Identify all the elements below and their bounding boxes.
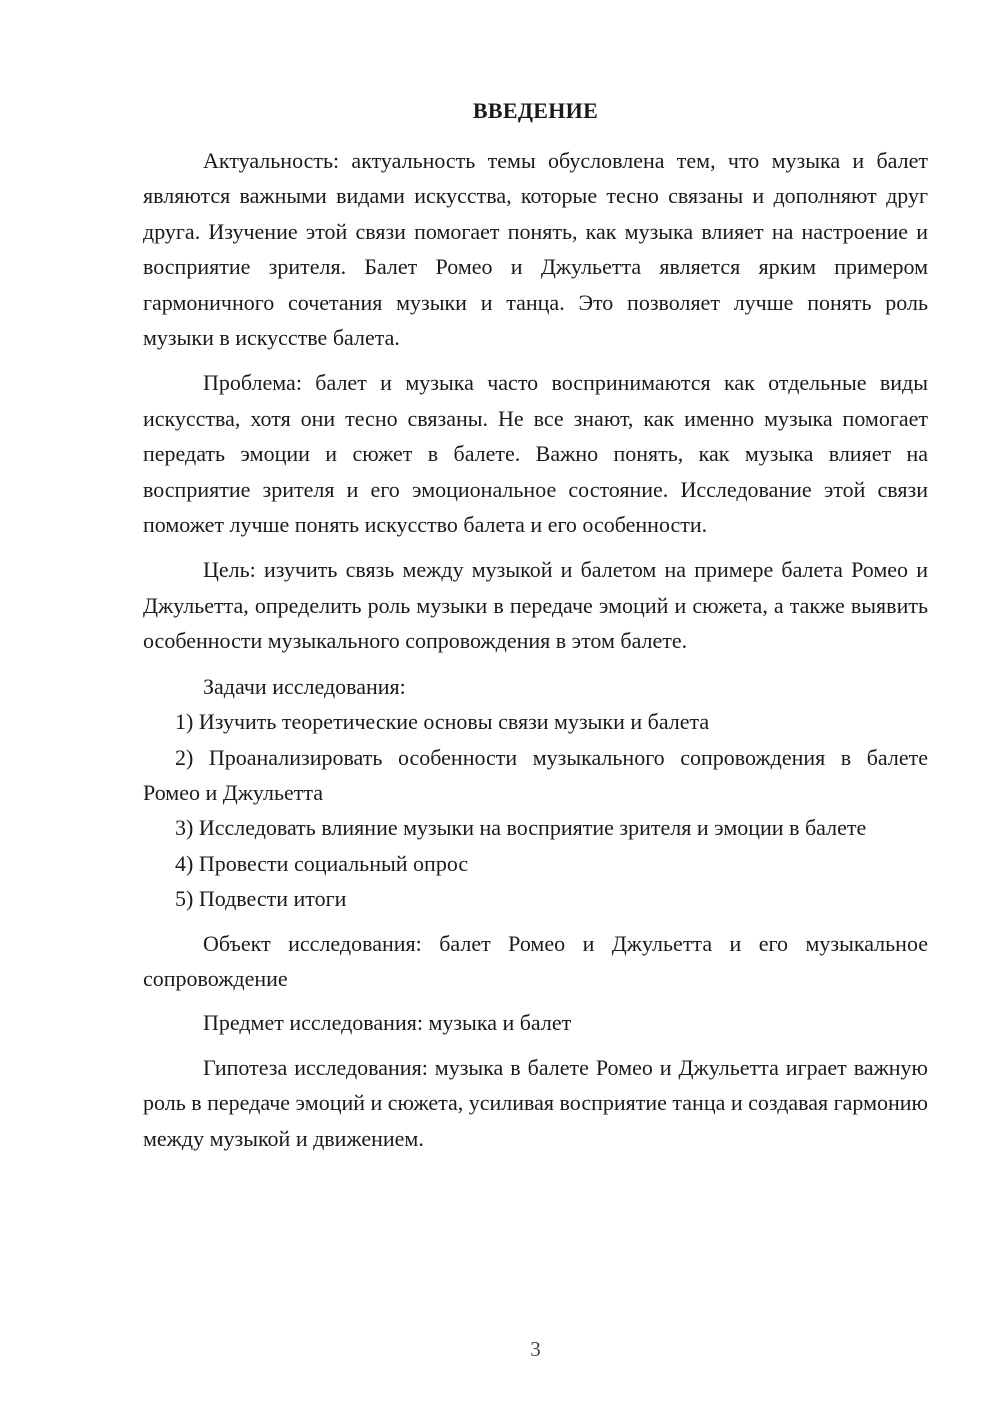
paragraph-hypothesis: Гипотеза исследования: музыка в балете Ромео и Джульетта играет важную роль в передаче эмоций и сюжета, усиливая восприятие танца и создавая гармонию между музыкой и движением. xyxy=(143,1054,928,1151)
task-item: 5) Подвести итоги xyxy=(175,886,347,912)
task-item: 4) Провести социальный опрос xyxy=(175,850,469,876)
document-body xyxy=(143,143,928,1156)
task-item: 3) Исследовать влияние музыки на восприятие зрителя и эмоции в балете xyxy=(175,815,867,841)
task-item: 2) Проанализировать особенности музыкального сопровождения в балете Ромео и Джульетта xyxy=(143,744,928,805)
paragraph-goal: Цель: изучить связь между музыкой и балетом на примере балета Ромео и Джульетта, определить роль музыки в передаче эмоций и сюжета, а также выявить особенности музыкального сопровождения в этом балете. xyxy=(143,557,928,654)
tasks-heading: Задачи исследования: xyxy=(203,673,406,699)
paragraph-subject: Предмет исследования: музыка и балет xyxy=(203,1010,572,1036)
document-page xyxy=(143,0,928,1414)
page-number: 3 xyxy=(530,1337,541,1361)
page-title: ВВЕДЕНИЕ xyxy=(472,98,599,123)
task-item: 1) Изучить теоретические основы связи музыки и балета xyxy=(175,709,710,735)
paragraph-problem: Проблема: балет и музыка часто воспринимаются как отдельные виды искусства, хотя они тесно связаны. Не все знают, как именно музыка помогает передать эмоции и сюжет в балете. Важно понять, как музыка влияет на восприятие зрителя и его эмоциональное состояние. Исследование этой связи поможет лучше понять искусство балета и его особенности. xyxy=(143,370,928,538)
paragraph-relevance: Актуальность: актуальность темы обусловлена тем, что музыка и балет являются важными видами искусства, которые тесно связаны и дополняют друг друга. Изучение этой связи помогает понять, как музыка влияет на настроение и восприятие зрителя. Балет Ромео и Джульетта является ярким примером гармоничного сочетания музыки и танца. Это позволяет лучше понять роль музыки в искусстве балета. xyxy=(143,148,928,351)
paragraph-object: Объект исследования: балет Ромео и Джульетта и его музыкальное сопровождение xyxy=(143,930,928,991)
